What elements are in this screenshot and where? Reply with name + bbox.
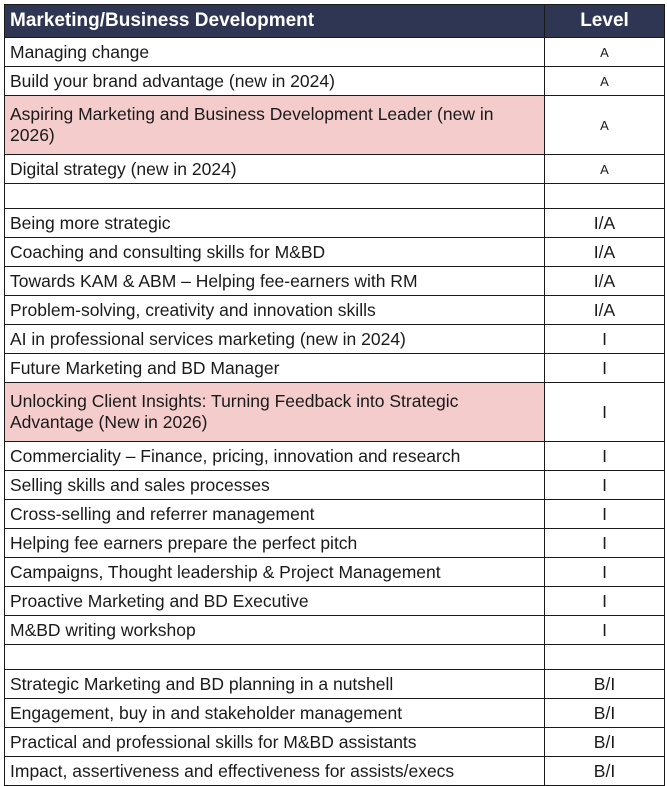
table-row	[5, 699, 665, 728]
course-title-cell: Proactive Marketing and BD Executive	[5, 587, 545, 616]
level-cell	[545, 184, 665, 209]
table-row	[5, 238, 665, 267]
table-row	[5, 670, 665, 699]
course-title-cell: Selling skills and sales processes	[5, 471, 545, 500]
table-row	[5, 442, 665, 471]
level-cell: A	[545, 67, 665, 96]
level-cell: I	[545, 529, 665, 558]
level-column-header: Level	[545, 5, 665, 38]
table-row	[5, 38, 665, 67]
table-spacer-row	[5, 184, 665, 209]
level-cell: A	[545, 96, 665, 155]
course-title-cell: Managing change	[5, 38, 545, 67]
level-cell: I	[545, 500, 665, 529]
level-cell: I	[545, 587, 665, 616]
level-cell: I	[545, 558, 665, 587]
level-cell: I	[545, 616, 665, 645]
table-row	[5, 267, 665, 296]
level-cell: I	[545, 354, 665, 383]
table-row	[5, 67, 665, 96]
course-title-cell: Strategic Marketing and BD planning in a nutshell	[5, 670, 545, 699]
table-row	[5, 383, 665, 442]
level-cell: I	[545, 383, 665, 442]
course-title-cell: Helping fee earners prepare the perfect pitch	[5, 529, 545, 558]
level-cell: I	[545, 325, 665, 354]
course-title-cell: Digital strategy (new in 2024)	[5, 155, 545, 184]
table-row	[5, 209, 665, 238]
topic-column-header: Marketing/Business Development	[5, 5, 545, 38]
level-cell: B/I	[545, 699, 665, 728]
level-cell: I/A	[545, 296, 665, 325]
table-row	[5, 616, 665, 645]
course-title-cell: Practical and professional skills for M&BD assistants	[5, 728, 545, 757]
table-row	[5, 96, 665, 155]
course-title-cell: Future Marketing and BD Manager	[5, 354, 545, 383]
table-row	[5, 354, 665, 383]
level-cell: B/I	[545, 728, 665, 757]
course-title-cell: M&BD writing workshop	[5, 616, 545, 645]
table-row	[5, 296, 665, 325]
table-row	[5, 728, 665, 757]
level-cell	[545, 645, 665, 670]
table-spacer-row	[5, 645, 665, 670]
course-title-cell	[5, 645, 545, 670]
course-title-cell: Problem-solving, creativity and innovation skills	[5, 296, 545, 325]
level-cell: I/A	[545, 209, 665, 238]
level-cell: B/I	[545, 757, 665, 786]
course-title-cell: AI in professional services marketing (new in 2024)	[5, 325, 545, 354]
table-row	[5, 155, 665, 184]
table-row	[5, 471, 665, 500]
level-cell: A	[545, 38, 665, 67]
course-title-cell: Engagement, buy in and stakeholder management	[5, 699, 545, 728]
level-cell: I/A	[545, 238, 665, 267]
level-cell: I	[545, 442, 665, 471]
level-cell: A	[545, 155, 665, 184]
course-title-cell	[5, 184, 545, 209]
table-row	[5, 325, 665, 354]
table-row	[5, 558, 665, 587]
level-cell: I	[545, 471, 665, 500]
course-title-cell: Towards KAM & ABM – Helping fee-earners with RM	[5, 267, 545, 296]
course-title-cell: Campaigns, Thought leadership & Project Management	[5, 558, 545, 587]
table-row	[5, 500, 665, 529]
level-cell: B/I	[545, 670, 665, 699]
course-level-table	[4, 4, 665, 786]
table-row	[5, 529, 665, 558]
table-row	[5, 587, 665, 616]
course-title-cell: Cross-selling and referrer management	[5, 500, 545, 529]
course-title-cell: Unlocking Client Insights: Turning Feedback into Strategic Advantage (New in 2026)	[5, 383, 545, 442]
course-title-cell: Being more strategic	[5, 209, 545, 238]
table-row	[5, 757, 665, 786]
course-title-cell: Build your brand advantage (new in 2024)	[5, 67, 545, 96]
course-title-cell: Commerciality – Finance, pricing, innovation and research	[5, 442, 545, 471]
course-title-cell: Coaching and consulting skills for M&BD	[5, 238, 545, 267]
table-header-row	[5, 5, 665, 38]
course-title-cell: Impact, assertiveness and effectiveness for assists/execs	[5, 757, 545, 786]
course-title-cell: Aspiring Marketing and Business Development Leader (new in 2026)	[5, 96, 545, 155]
level-cell: I/A	[545, 267, 665, 296]
